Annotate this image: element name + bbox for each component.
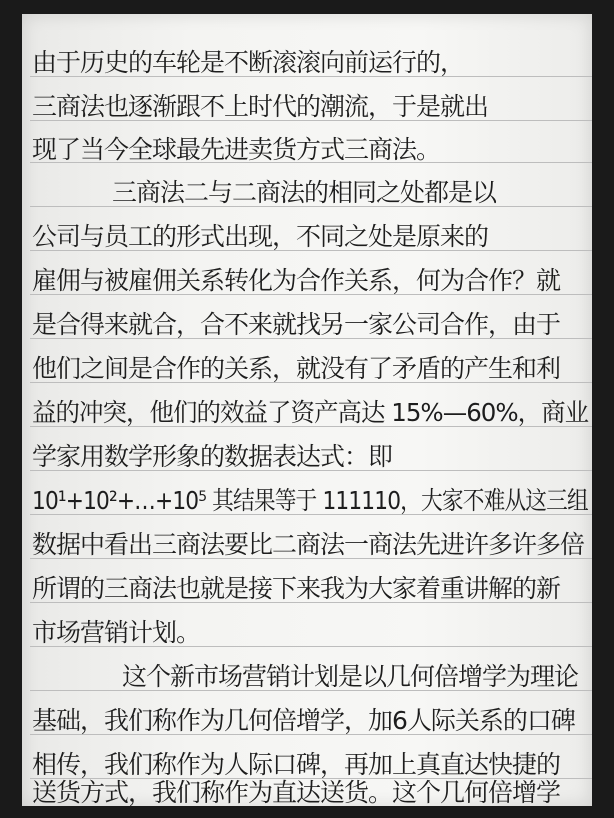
text-line: 雇佣与被雇佣关系转化为合作关系，何为合作？就 bbox=[32, 266, 561, 295]
text-line: 这个新市场营销计划是以几何倍增学为理论 bbox=[122, 662, 579, 691]
text-line: 送货方式，我们称作为直达送货。这个几何倍增学 bbox=[32, 778, 561, 807]
text-line: 数据中看出三商法要比二商法一商法先进许多许多倍 bbox=[32, 530, 585, 559]
text-line: 益的冲突，他们的效益了资产高达 15%—60%，商业 bbox=[32, 398, 589, 427]
text-line: 学家用数学形象的数据表达式：即 bbox=[32, 442, 393, 471]
text-line: 是合得来就合，合不来就找另一家公司合作，由于 bbox=[32, 310, 561, 339]
text-line: 基础，我们称作为几何倍增学，加6人际关系的口碑 bbox=[32, 706, 575, 735]
text-line: 相传，我们称作为人际口碑，再加上真直达快捷的 bbox=[32, 750, 561, 779]
text-line: 三商法也逐渐跟不上时代的潮流，于是就出 bbox=[32, 92, 489, 121]
text-line: 现了当今全球最先进卖货方式三商法。 bbox=[32, 135, 441, 164]
text-line: 公司与员工的形式出现，不同之处是原来的 bbox=[32, 222, 489, 251]
notebook-page bbox=[22, 14, 592, 806]
text-line: 由于历史的车轮是不断滚滚向前运行的， bbox=[32, 48, 465, 77]
text-line: 所谓的三商法也就是接下来我为大家着重讲解的新 bbox=[32, 574, 561, 603]
text-line: 市场营销计划。 bbox=[32, 618, 201, 647]
text-line: 10¹+10²+…+10⁵ 其结果等于 111110，大家不难从这三组 bbox=[32, 486, 588, 515]
text-line: 他们之间是合作的关系，就没有了矛盾的产生和利 bbox=[32, 354, 561, 383]
text-line: 三商法二与二商法的相同之处都是以 bbox=[112, 178, 497, 207]
